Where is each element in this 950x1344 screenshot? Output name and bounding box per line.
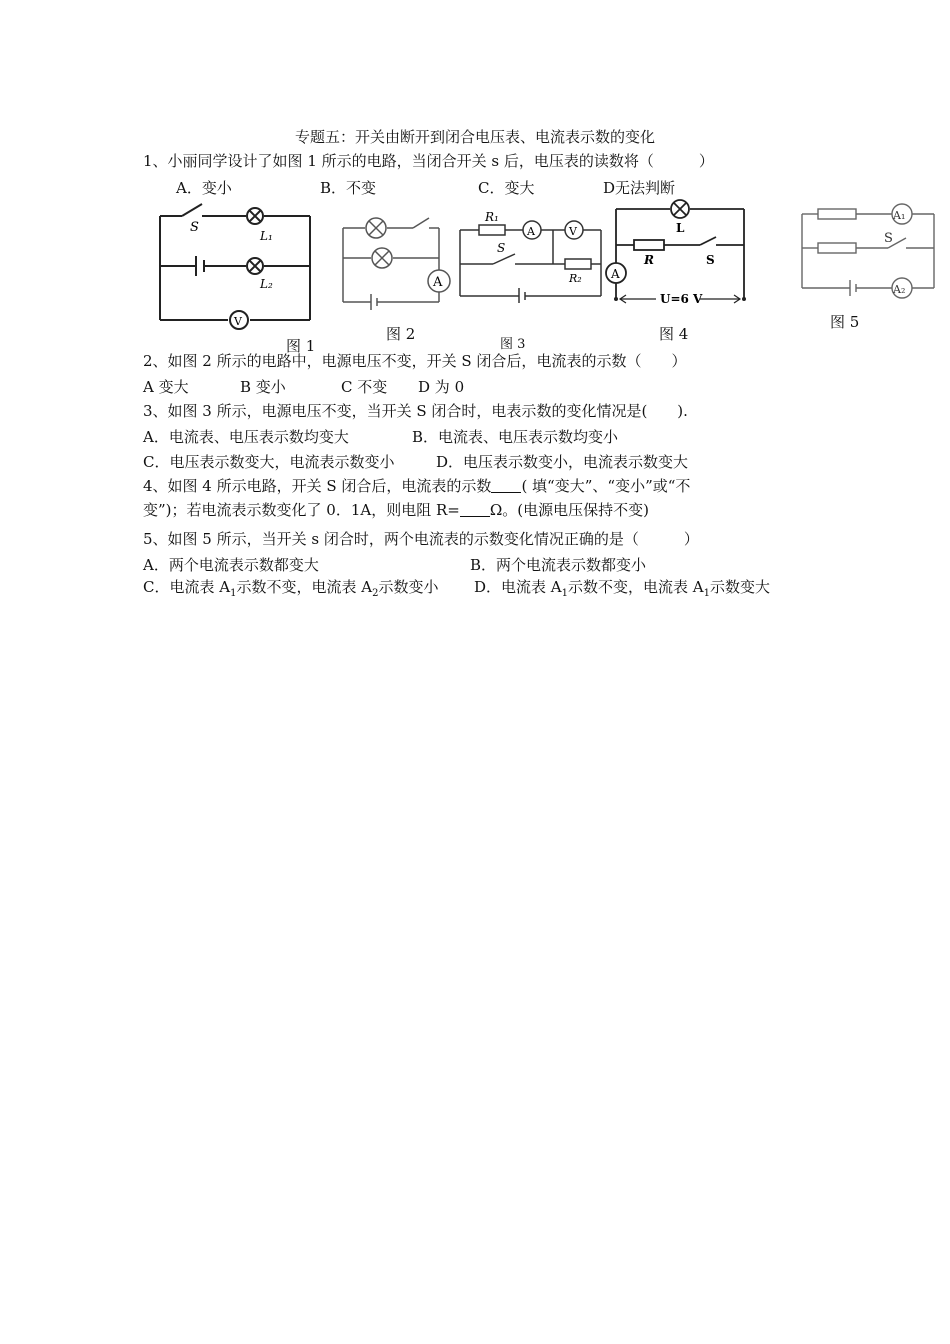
- question-4-line-2: [143, 500, 649, 520]
- question-5-option-d-text-1: D．电流表 A: [474, 578, 562, 596]
- question-4-text-4: Ω。(电源电压保持不变): [489, 501, 649, 519]
- question-4-blank-1[interactable]: [491, 478, 521, 493]
- question-4-text-2: ( 填“变大”、“变小”或“不: [521, 477, 691, 495]
- question-3-stem: 3、如图 3 所示，电源电压不变，当开关 S 闭合时，电表示数的变化情况是( ).: [143, 402, 688, 420]
- question-5-option-d: [474, 576, 770, 599]
- question-5-option-a: A．两个电流表示数都变大: [143, 556, 319, 574]
- figure-3-label-v: V: [569, 225, 577, 238]
- question-2-option-b: B 变小: [240, 378, 286, 396]
- figure-1-caption: 图 1: [286, 337, 316, 355]
- figure-3-circuit: [455, 208, 605, 303]
- figure-3-label-r1: R₁: [485, 210, 499, 224]
- question-2-option-c: C 不变: [341, 378, 388, 396]
- question-5-option-c-text-2: 示数不变，电流表 A: [236, 578, 373, 596]
- figure-5-label-a1: A₁: [893, 209, 906, 222]
- question-3-option-c: C．电压表示数变大，电流表示数变小: [143, 453, 395, 471]
- figure-2-caption: 图 2: [386, 325, 416, 343]
- question-4-blank-2[interactable]: [460, 502, 490, 517]
- question-5-option-c-text-1: C．电流表 A: [143, 578, 231, 596]
- figure-5-label-a2: A₂: [893, 283, 906, 296]
- figure-5-label-s: S: [884, 231, 893, 246]
- question-3-option-d: D．电压表示数变小，电流表示数变大: [436, 453, 689, 471]
- question-5-option-d-text-2: 示数不变，电流表 A: [568, 578, 704, 596]
- subscript: 1: [703, 588, 710, 599]
- question-4-text-1: 4、如图 4 所示电路，开关 S 闭合后，电流表的示数: [143, 477, 492, 495]
- figure-1-circuit: [150, 198, 320, 333]
- figure-1-label-s: S: [190, 220, 199, 235]
- question-2-option-a: A 变大: [143, 378, 189, 396]
- figure-1-label-l2: L₂: [260, 277, 273, 291]
- figure-3-label-r2: R₂: [569, 272, 582, 285]
- question-3-option-a: A．电流表、电压表示数均变大: [143, 428, 349, 446]
- figure-2-label-a: A: [433, 275, 443, 290]
- figure-4-caption: 图 4: [659, 325, 689, 343]
- figure-3-label-a: A: [527, 225, 535, 238]
- figure-4-label-u: U=6 V: [660, 292, 703, 306]
- question-1-stem: 1、小丽同学设计了如图 1 所示的电路，当闭合开关 s 后，电压表的读数将（ ）: [143, 152, 714, 170]
- question-5-option-b: B．两个电流表示数都变小: [470, 556, 647, 574]
- question-1-option-a: A．变小: [176, 179, 232, 197]
- subscript: 2: [372, 588, 379, 599]
- question-3-option-b: B．电流表、电压表示数均变小: [412, 428, 619, 446]
- question-5-option-d-text-3: 示数变大: [710, 578, 771, 596]
- figure-4-label-a: A: [611, 267, 620, 281]
- question-1-option-d: D无法判断: [603, 179, 676, 197]
- question-5-stem: 5、如图 5 所示，当开关 s 闭合时，两个电流表的示数变化情况正确的是（ ）: [143, 530, 699, 548]
- figure-3-label-s: S: [497, 241, 506, 255]
- question-5-option-c-text-3: 示数变小: [378, 578, 439, 596]
- figure-2-circuit: [335, 210, 460, 310]
- question-2-stem: 2、如图 2 所示的电路中，电源电压不变，开关 S 闭合后，电流表的示数（ ）: [143, 352, 687, 370]
- figure-5-circuit: [792, 198, 942, 300]
- question-5-option-c: [143, 576, 438, 599]
- figure-4-circuit: [604, 197, 752, 309]
- question-2-option-d: D 为 0: [418, 378, 465, 396]
- question-1-option-b: B．不变: [320, 179, 377, 197]
- figure-4-label-s: S: [706, 253, 715, 267]
- figure-3-caption: 图 3: [500, 337, 526, 352]
- figure-1-label-l1: L₁: [260, 229, 273, 243]
- figure-1-label-v: V: [234, 315, 242, 328]
- figure-4-label-l: L: [676, 221, 685, 235]
- subscript: 1: [230, 588, 237, 599]
- question-1-option-c: C．变大: [478, 179, 535, 197]
- question-4-line-1: [143, 476, 690, 496]
- page-title: 专题五：开关由断开到闭合电压表、电流表示数的变化: [294, 128, 655, 146]
- figure-5-caption: 图 5: [830, 313, 860, 331]
- figure-4-label-r: R: [644, 253, 654, 267]
- question-4-text-3: 变”)；若电流表示数变化了 0．1A，则电阻 R=: [143, 501, 460, 519]
- subscript: 1: [561, 588, 569, 599]
